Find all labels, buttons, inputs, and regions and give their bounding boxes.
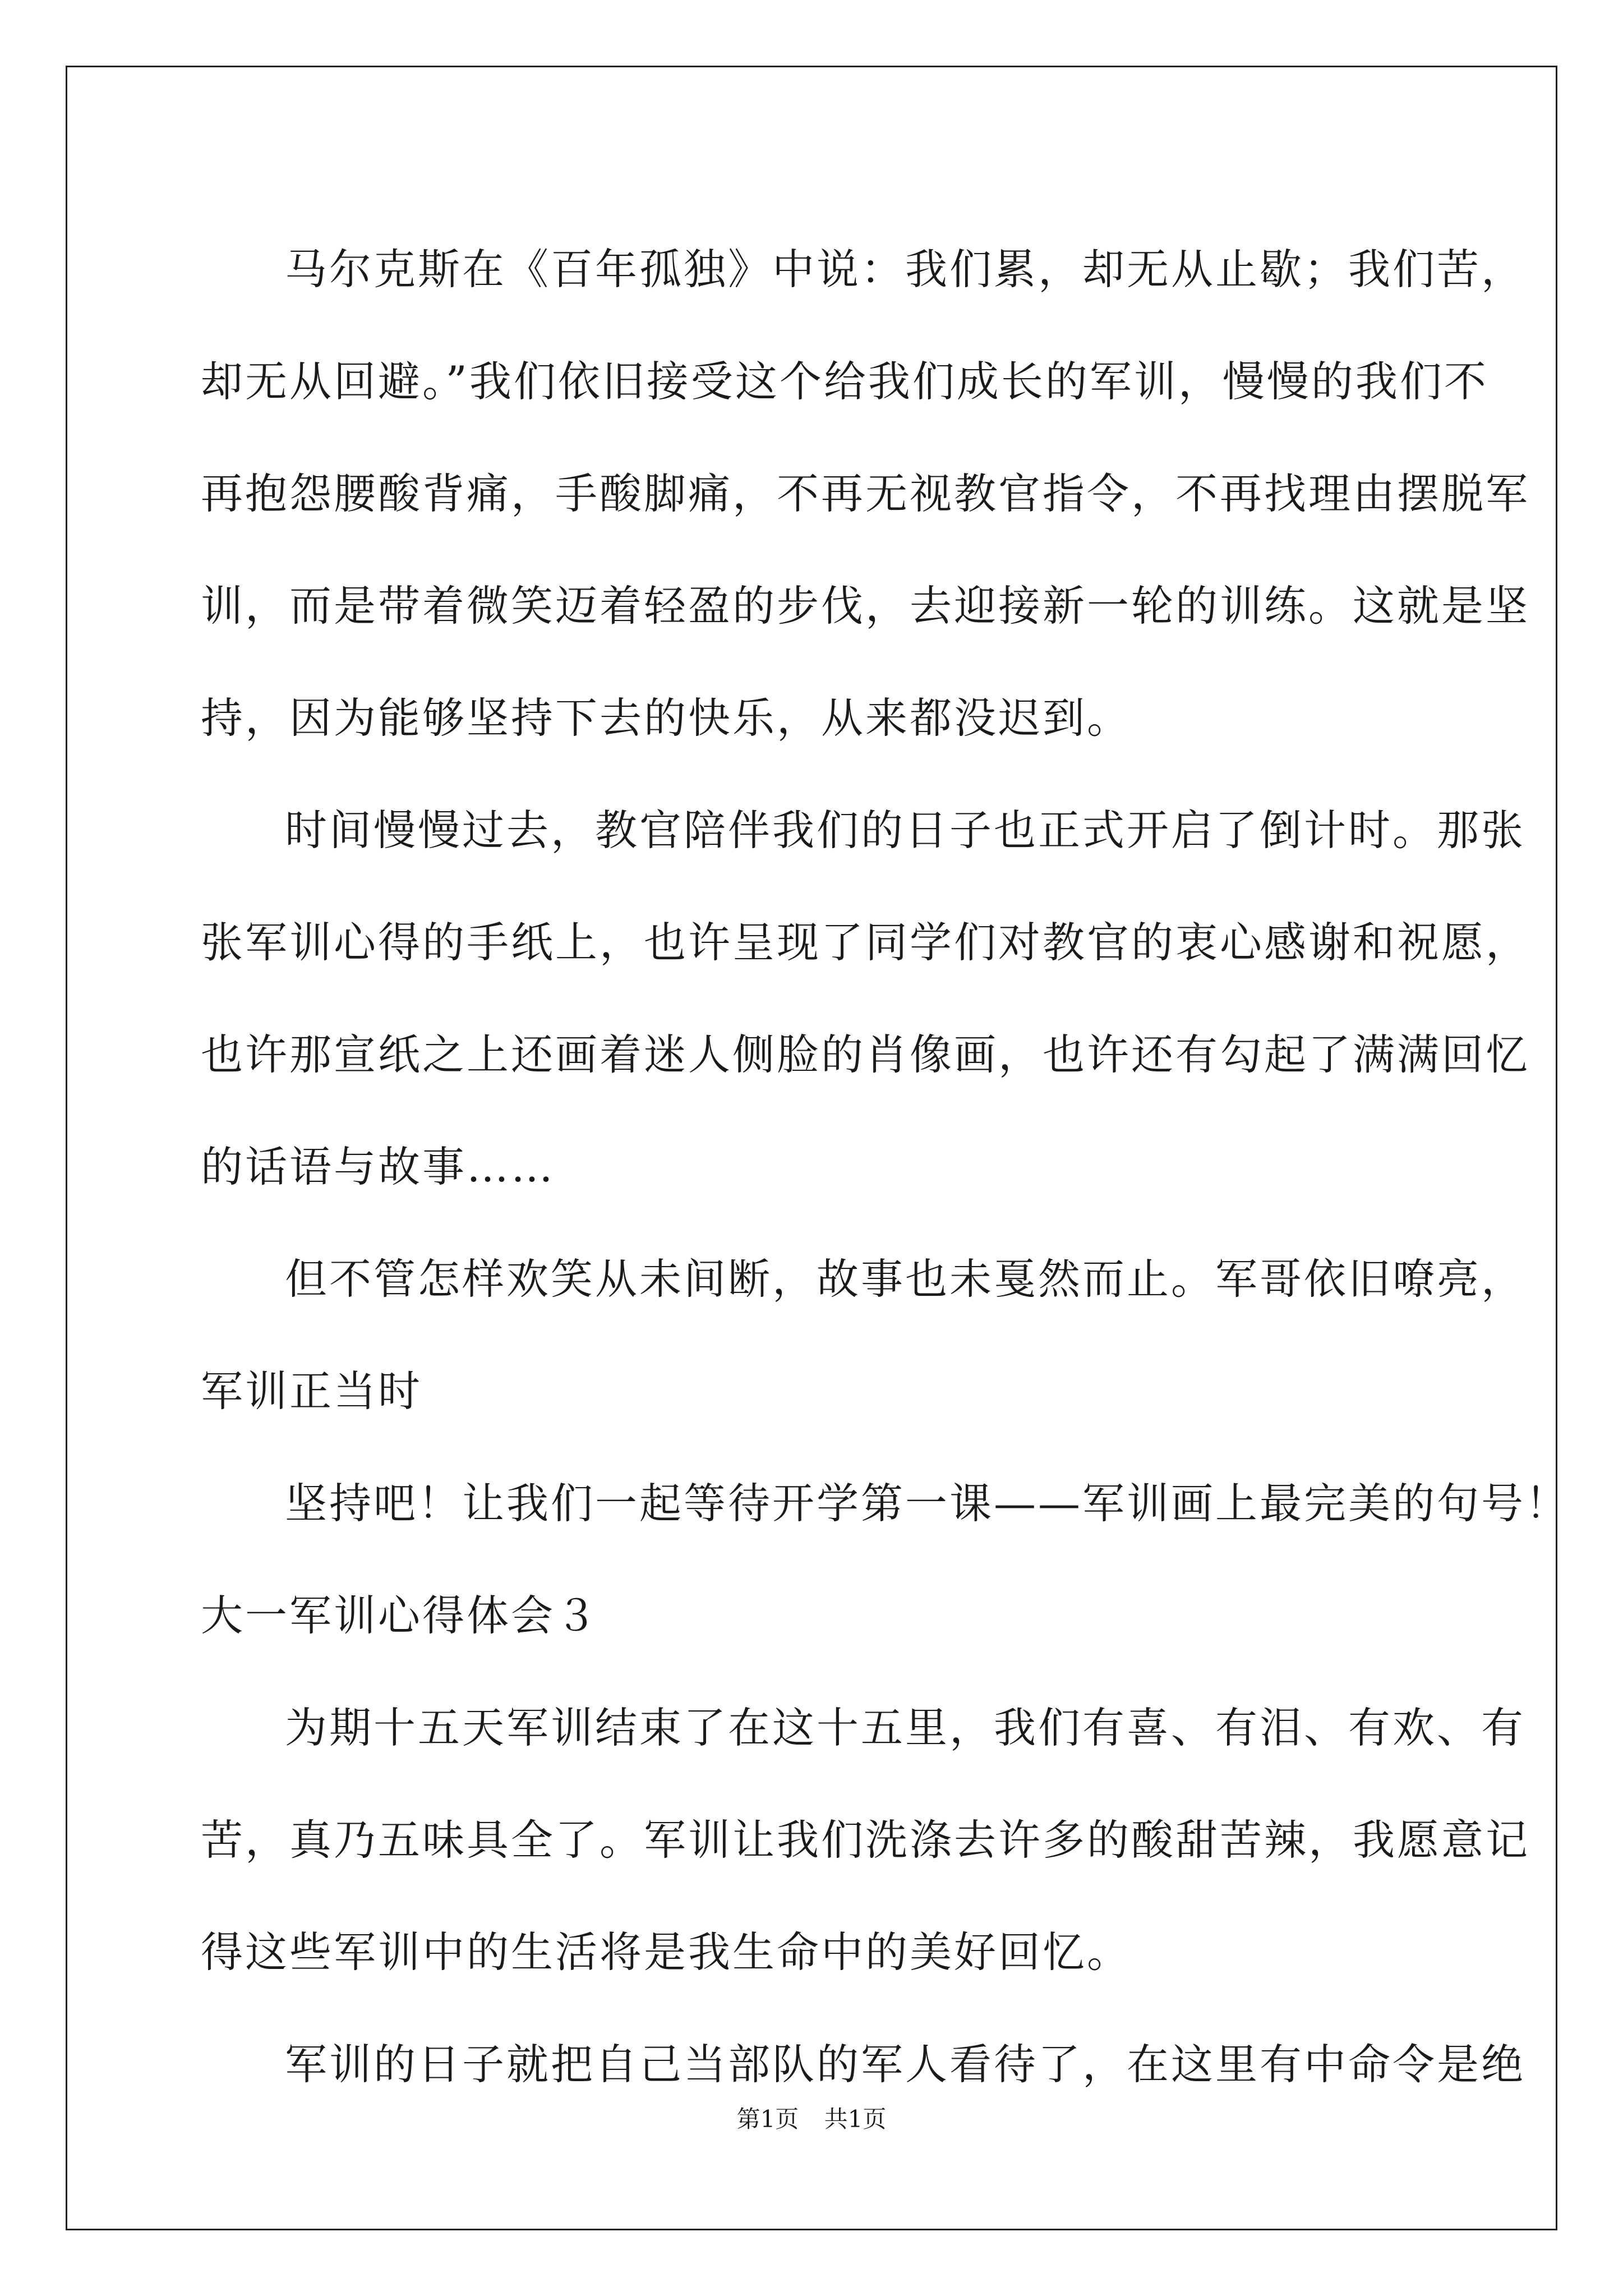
- text-line: 苦，真乃五味具全了。军训让我们洗涤去许多的酸甜苦辣，我愿意记: [201, 1815, 1530, 1865]
- text-line: 训，而是带着微笑迈着轻盈的步伐，去迎接新一轮的训练。这就是坚: [201, 581, 1530, 631]
- text-line: 也许那宣纸之上还画着迷人侧脸的肖像画，也许还有勾起了满满回忆: [201, 1030, 1530, 1079]
- text-line: 张军训心得的手纸上，也许呈现了同学们对教官的衷心感谢和祝愿，: [201, 918, 1530, 967]
- text-line: 时间慢慢过去，教官陪伴我们的日子也正式开启了倒计时。那张: [285, 806, 1526, 855]
- text-line: 军训正当时: [201, 1366, 423, 1416]
- page-number: 第1页: [736, 2105, 799, 2133]
- text-line: 军训的日子就把自己当部队的军人看待了，在这里有中命令是绝: [285, 2040, 1526, 2089]
- text-line: 坚持吧！让我们一起等待开学第一课——军训画上最完美的句号！: [285, 1479, 1570, 1528]
- text-line: 却无从回避。”我们依旧接受这个给我们成长的军训，慢慢的我们不: [201, 357, 1488, 406]
- text-line: 为期十五天军训结束了在这十五里，我们有喜、有泪、有欢、有: [285, 1703, 1526, 1752]
- text-line: 但不管怎样欢笑从未间断，故事也未戛然而止。军哥依旧嘹亮，: [285, 1254, 1526, 1304]
- page-footer: [0, 2101, 1623, 2134]
- text-line: 马尔克斯在《百年孤独》中说：我们累，却无从止歇；我们苦，: [285, 245, 1526, 294]
- text-line: 得这些军训中的生活将是我生命中的美好回忆。: [201, 1927, 1132, 1977]
- page-total: 共1页: [824, 2105, 887, 2133]
- section-heading: 大一军训心得体会３: [201, 1591, 600, 1640]
- text-line: 再抱怨腰酸背痛，手酸脚痛，不再无视教官指令，不再找理由摆脱军: [201, 469, 1530, 518]
- document-body: [201, 213, 1570, 2120]
- text-line: 持，因为能够坚持下去的快乐，从来都没迟到。: [201, 693, 1132, 743]
- text-line: 的话语与故事……: [201, 1142, 556, 1191]
